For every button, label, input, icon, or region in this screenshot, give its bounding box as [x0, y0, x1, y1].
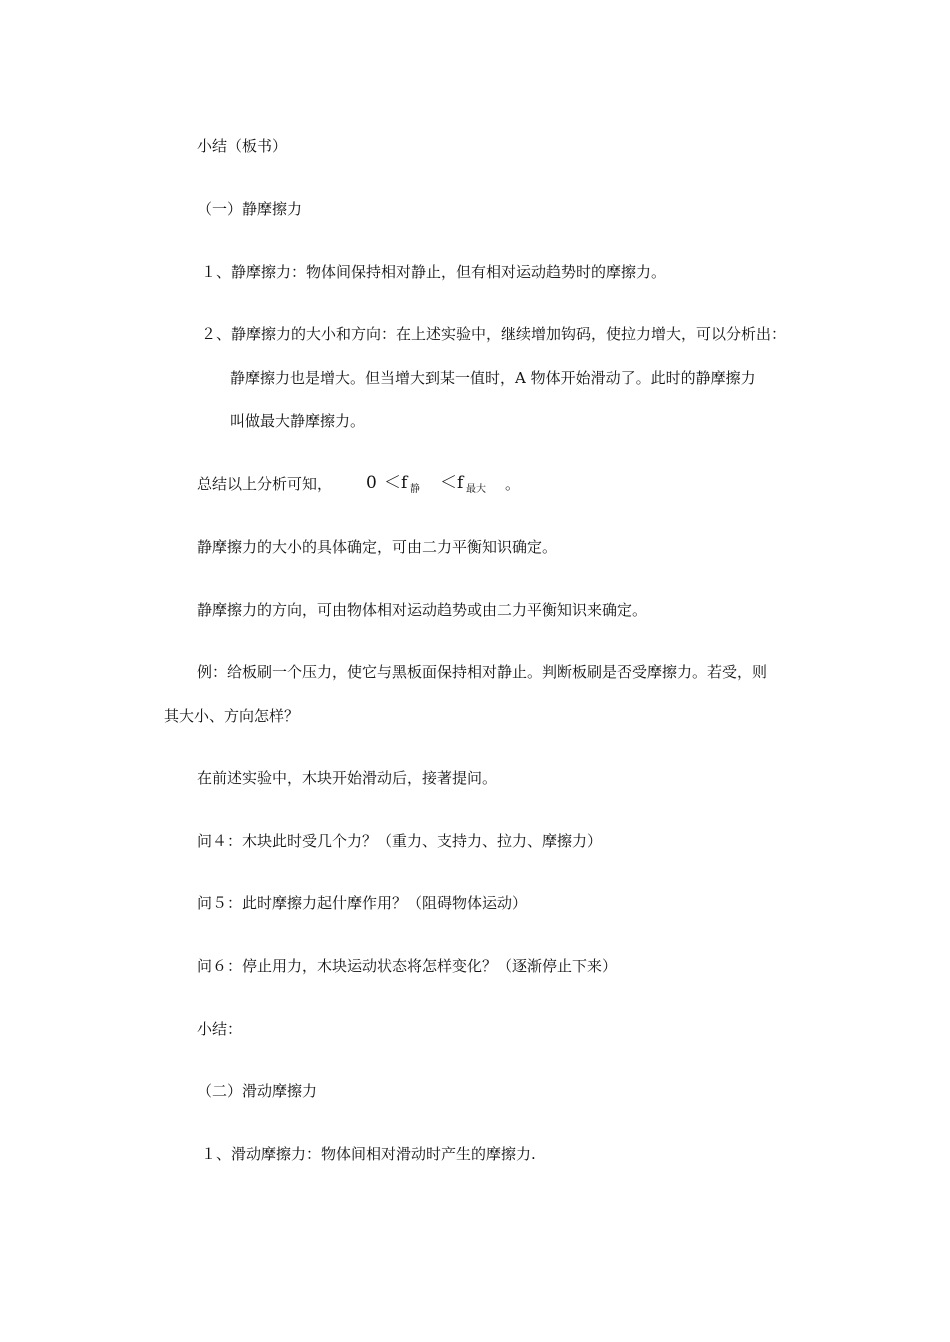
item-1-1: １、静摩擦力：物体间保持相对静止，但有相对运动趋势时的摩擦力。 [201, 263, 667, 281]
formula-period: 。 [505, 475, 521, 493]
item-1-2-line-3: 叫做最大静摩擦力。 [230, 412, 366, 430]
conclusion-formula [0, 474, 950, 496]
item-1-2-line-2: 静摩擦力也是增大。但当增大到某一值时，A 物体开始滑动了。此时的静摩擦力 [230, 369, 756, 387]
paragraph-magnitude: 静摩擦力的大小的具体确定，可由二力平衡知识确定。 [197, 538, 558, 556]
formula-zero: 0 [366, 473, 377, 493]
item-2-1: １、滑动摩擦力：物体间相对滑动时产生的摩擦力. [201, 1145, 536, 1163]
summary-2: 小结： [197, 1020, 243, 1038]
formula-less-than-f-static: ＜f [384, 473, 408, 493]
paragraph-experiment: 在前述实验中，木块开始滑动后，接著提问。 [197, 769, 498, 787]
formula-subscript-static: 静 [410, 484, 420, 495]
question-4: 问４：木块此时受几个力？（重力、支持力、拉力、摩擦力） [197, 832, 603, 850]
formula-subscript-max: 最大 [466, 484, 486, 495]
section-2-title: （二）滑动摩擦力 [197, 1082, 318, 1100]
question-5: 问５：此时摩擦力起什摩作用？（阻碍物体运动） [197, 894, 528, 912]
summary-heading: 小结（板书） [197, 137, 288, 155]
formula-less-than-f-max: ＜f [440, 473, 464, 493]
section-1-title: （一）静摩擦力 [197, 200, 303, 218]
question-6: 问６：停止用力，木块运动状态将怎样变化？（逐渐停止下来） [197, 957, 618, 975]
item-1-2-line-1: ２、静摩擦力的大小和方向：在上述实验中，继续增加钩码，使拉力增大，可以分析出： [201, 325, 787, 343]
conclusion-lead: 总结以上分析可知， [197, 475, 333, 493]
paragraph-direction: 静摩擦力的方向，可由物体相对运动趋势或由二力平衡知识来确定。 [197, 601, 648, 619]
example-line-2: 其大小、方向怎样？ [164, 707, 300, 725]
example-line-1: 例：给板刷一个压力，使它与黑板面保持相对静止。判断板刷是否受摩擦力。若受，则 [197, 663, 768, 681]
